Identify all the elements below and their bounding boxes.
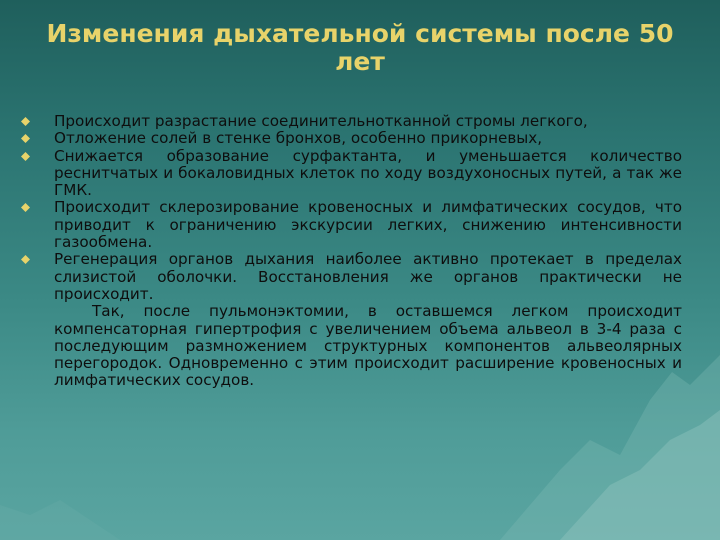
body-paragraph: Так, после пульмонэктомии, в оставшемся легком происходит компенсаторная гипертрофия с увеличением объема альвеол в 3-4 раза с последующим размножением структурных компонентов альвеолярных перегородок. Одновременно с этим происходит расширение кровеносных и лимфатических сосудов. xyxy=(54,302,682,390)
slide-body xyxy=(54,113,682,390)
diamond-bullet-icon xyxy=(21,203,30,212)
bullet-item xyxy=(54,148,682,200)
bullet-item xyxy=(54,130,682,147)
slide-title: Изменения дыхательной системы после 50 лет xyxy=(46,19,674,76)
bullet-text: Отложение солей в стенке бронхов, особенно прикорневых, xyxy=(54,129,543,148)
diamond-bullet-icon xyxy=(21,152,30,161)
diamond-bullet-icon xyxy=(21,134,30,143)
diamond-bullet-icon xyxy=(21,117,30,126)
diamond-bullet-icon xyxy=(21,255,30,264)
bullet-item xyxy=(54,113,682,130)
bullet-text: Снижается образование сурфактанта, и уменьшается количество реснитчатых и бокаловидных клеток по ходу воздухоносных путей, а так же ГМК. xyxy=(54,146,682,200)
bullet-list xyxy=(54,113,682,303)
bullet-text: Происходит склерозирование кровеносных и лимфатических сосудов, что приводит к ограничению экскурсии легких, снижению интенсивности газообмена. xyxy=(54,198,682,252)
bullet-item xyxy=(54,251,682,303)
bullet-text: Происходит разрастание соединительнотканной стромы легкого, xyxy=(54,112,588,130)
bullet-item xyxy=(54,199,682,251)
bullet-text: Регенерация органов дыхания наиболее активно протекает в пределах слизистой оболочки. Восстановления же органов практически не происходит. xyxy=(54,250,682,303)
